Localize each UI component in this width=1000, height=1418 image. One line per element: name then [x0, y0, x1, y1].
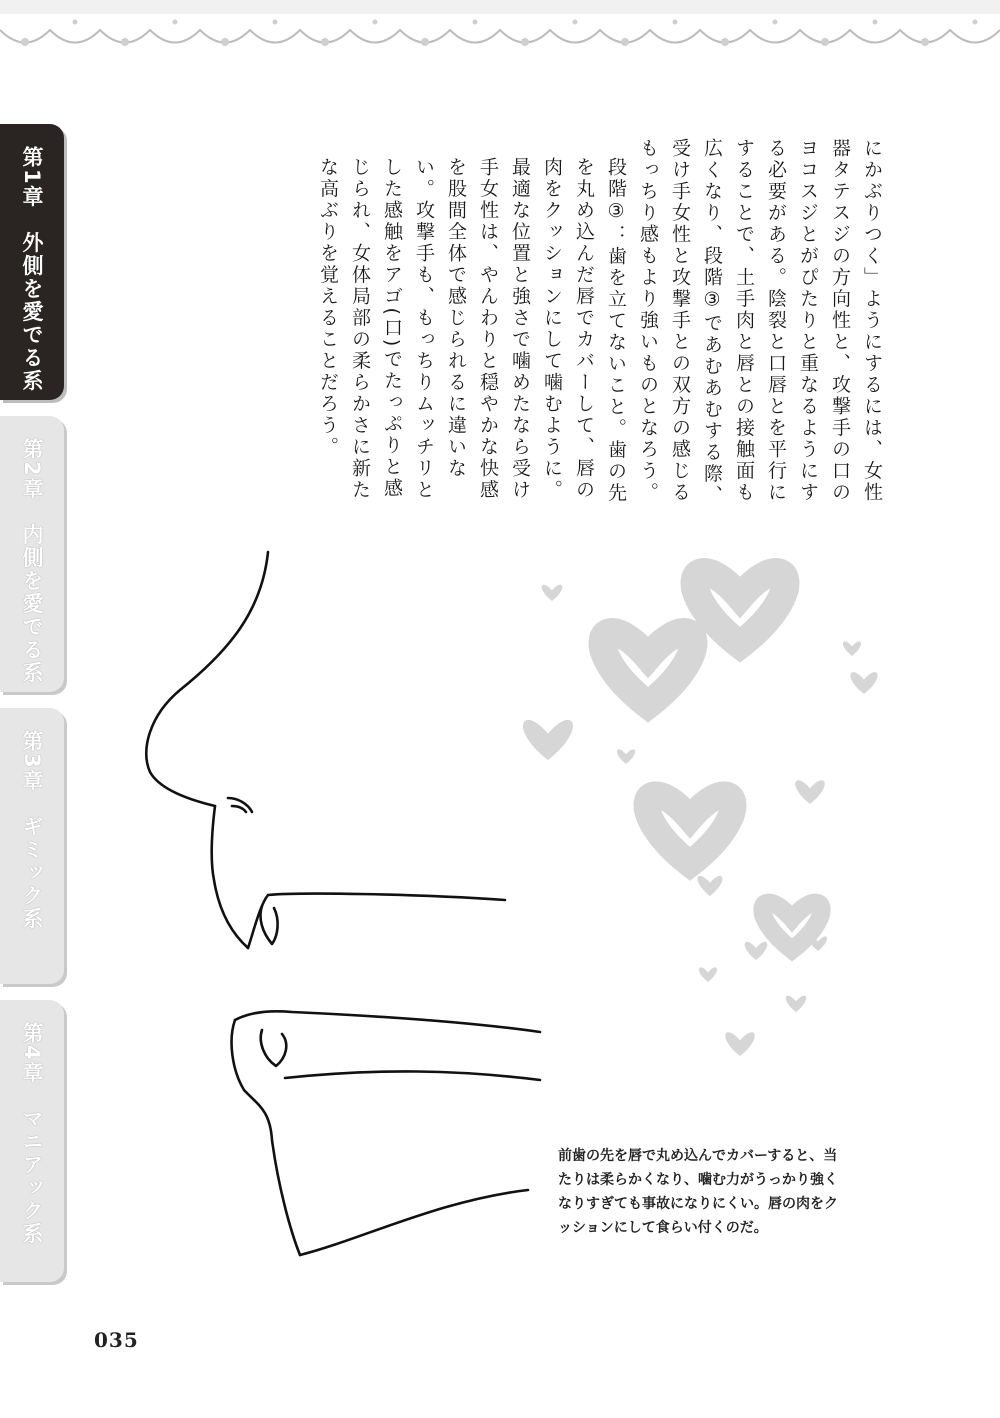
decorative-header-border	[0, 0, 1000, 80]
chapter-tab-1[interactable]	[0, 124, 64, 400]
chapter-tab-label: 第1章 外側を愛でる系	[20, 146, 44, 393]
body-paragraph: 段階③：歯を立てないこと。歯の先を丸め込んだ唇でカバーして、唇の肉をクッションにして噛むように。	[541, 157, 627, 504]
chapter-tab-label: 第3章 ギミック系	[20, 730, 44, 931]
page-number: 035	[94, 1328, 139, 1352]
illustration-caption: 前歯の先を唇で丸め込んでカバーすると、当たりは柔らかくなり、噛む力がうっかり強くなりすぎても事故になりにくい。唇の肉をクッションにして食らい付くのだ。	[558, 1148, 838, 1236]
chapter-tab-label: 第2章 内側を愛でる系	[20, 438, 44, 685]
body-paragraph: にかぶりつく」ようにするには、女性器タテスジの方向性と、攻撃手の口のヨコスジとがぴたりと重なるようにする必要がある。陰裂と口唇とを平行にすることで、土手肉と唇との接触面も広くなり、段階③であむあむする際、受け手女性と攻撃手との双方の感じるもっちり感もより強いものとなろう。	[637, 138, 883, 507]
chapter-tab-label: 第4章 マニアック系	[20, 1022, 44, 1246]
chapter-tab-3[interactable]	[0, 708, 64, 984]
body-text	[318, 138, 888, 518]
chapter-tab-2[interactable]	[0, 416, 64, 692]
body-paragraph: 最適な位置と強さで噛めたなら受け手女性は、やんわりと穏やかな快感を股間全体で感じられるに違いない。攻撃手も、もっちりムッチリとした感触をアゴ(口)でたっぷりと感じられ、女体局部の柔らかさに新たな高ぶりを覚えることだろう。	[317, 157, 531, 501]
chapter-tab-4[interactable]	[0, 1000, 64, 1282]
